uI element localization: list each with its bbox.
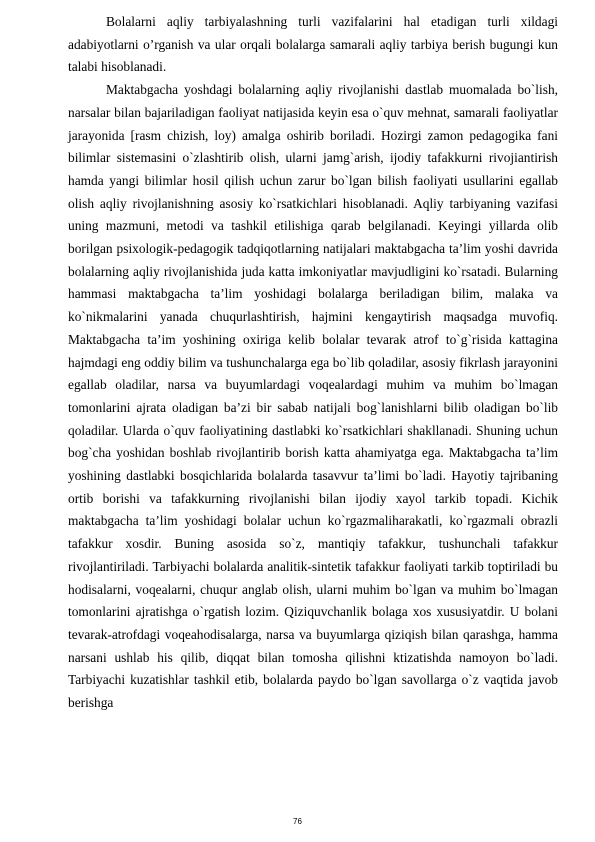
paragraph-intro: Bolalarni aqliy tarbiyalashning turli vazifalarini hal etadigan turli xildagi adabiyotlarni o’rganish va ular orqali bolalarga samarali aqliy tarbiya berish bugungi kun talabi hisoblanadi. [68, 14, 558, 75]
paragraph-main: Maktabgacha yoshdagi bolalarning aqliy rivojlanishi dastlab muomalada bo`lish, narsalar bilan bajariladigan faoliyat natijasida keyin esa o`quv mehnat, samarali faoliyatlar jarayonida [rasm chizish, loy) amalga oshirib boriladi. Hozirgi zamon pedagogika fani bilimlar sistemasini o`zlashtirib olish, ularni jamg`arish, ijodiy tafakkurni rivojiantirish hamda yangi bilimlar hosil qilish uchun zarur bo`lgan bilish faoliyati usullarini egallab olish aqliy rivojlanishning asosiy ko`rsatkichlari hisoblanadi. Aqliy tarbiyaning vazifasi uning mazmuni, metodi va tashkil etilishiga qarab belgilanadi. Keyingi yillarda olib borilgan psixologik-pedagogik tadqiqotlarning natijalari maktabgacha ta’lim yoshi davrida bolalarning aqliy rivojlanishida juda katta imkoniyatlar mavjudligini ko`rsatadi. Bularning hammasi maktabgacha ta’lim yoshidagi bolalarga beriladigan bilim, malaka va ko`nikmalarini yanada chuqurlashtirish, hajmini kengaytirish maqsadga muvofiq. Maktabgacha ta’im yoshining oxiriga kelib bolalar tevarak atrof to`g`risida kattagina hajmdagi eng oddiy bilim va tushunchalarga ega bo`lib qoladilar, asosiy fikrlash jarayonini egallab oladilar, narsa va buyumlardagi voqealardagi muhim va muhim bo`lmagan tomonlarini ajrata oladigan ba’zi bir sabab natijali bog`lanishlarni bilib oladigan bo`lib qoladilar. Ularda o`quv faoliyatining dastlabki ko`rsatkichlari shakllanadi. Shuning uchun bog`cha yoshidan boshlab rivojlantirib borish katta ahamiyatga ega. Maktabgacha ta’lim yoshining dastlabki bosqichlarida bolalarda tasavvur ta’limi bo`ladi. Hayotiy tajribaning ortib borishi va tafakkurning rivojlanishi bilan ijodiy xayol tarkib topadi. Kichik maktabgacha ta’lim yoshidagi bolalar uchun ko`rgazmaliharakatli, ko`rgazmali obrazli tafakkur xosdir. Buning asosida so`z, mantiqiy tafakkur, tushunchali tafakkur rivojlantiriladi. Tarbiyachi bolalarda analitik-sintetik tafakkur faoliyati tarkib toptiriladi bu hodisalarni, voqealarni, chuqur anglab olish, ularni muhim bo`lgan va muhim bo`lmagan tomonlarini ajratishga o`rgatish lozim. Qiziquvchanlik bolaga xos xususiyatdir. U bolani tevarak-atrofdagi voqeahodisalarga, narsa va buyumlarga qiziqish bilan qarashga, hamma narsani ushlab his qilib, diqqat bilan tomosha qilishni ktizatishda namoyon bo`ladi. Tarbiyachi kuzatishlar tashkil etib, bolalarda paydo bo`lgan savollarga o`z vaqtida javob berishga [68, 82, 558, 711]
page-body [68, 11, 558, 715]
page-number: 76 [293, 817, 302, 826]
